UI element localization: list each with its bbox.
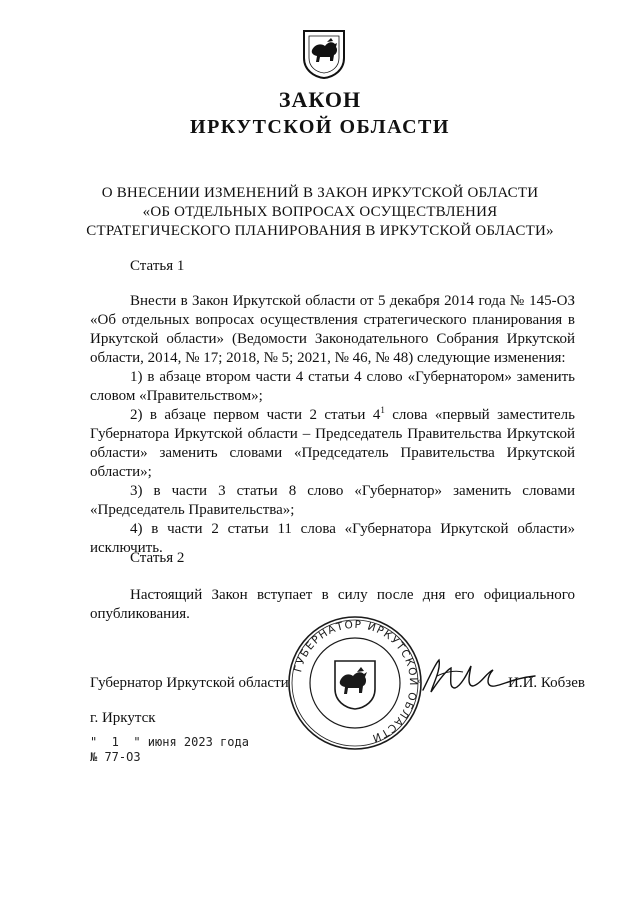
law-subtitle: [80, 184, 560, 241]
official-seal: [287, 615, 423, 751]
region-title: ИРКУТСКОЙ ОБЛАСТИ: [190, 116, 450, 138]
signatory-name: И.И. Кобзев: [508, 675, 585, 691]
subtitle-line: «ОБ ОТДЕЛЬНЫХ ВОПРОСАХ ОСУЩЕСТВЛЕНИЯ: [142, 204, 498, 220]
article-2-heading: Статья 2: [130, 550, 185, 566]
item-2-superscript: 1: [380, 405, 385, 415]
article-1-intro: Внести в Закон Иркутской области от 5 декабря 2014 года № 145-ОЗ «Об отдельных вопросах осуществления стратегического планирования в Иркутской области» (Ведомости Законодательного Собрания Иркутской области, 2014, № 17; 2018, № 5; 2021, № 46, № 48) следующие изменения:: [90, 293, 575, 366]
law-number: № 77-ОЗ: [90, 750, 141, 764]
article-1-item-1: 1) в абзаце втором части 4 статьи 4 слово «Губернатором» заменить словом «Правительством»;: [90, 369, 575, 404]
signing-date: " 1 " июня 2023 года: [90, 735, 249, 749]
subtitle-line: СТРАТЕГИЧЕСКОГО ПЛАНИРОВАНИЯ В ИРКУТСКОЙ ОБЛАСТИ»: [86, 223, 554, 239]
article-2-text: Настоящий Закон вступает в силу после дня его официального опубликования.: [90, 587, 575, 622]
signing-city: г. Иркутск: [90, 710, 156, 726]
article-1-item-3: 3) в части 3 статьи 8 слово «Губернатор» заменить словами «Председатель Правительства»;: [90, 483, 575, 518]
article-1-item-2: [90, 406, 575, 482]
article-1-item-4: 4) в части 2 статьи 11 слова «Губернатора Иркутской области» исключить.: [90, 521, 575, 556]
signatory-position: Губернатор Иркутской области: [90, 675, 289, 691]
law-title: ЗАКОН: [278, 87, 362, 112]
item-2-text-start: 2) в абзаце первом части 2 статьи 4: [130, 407, 381, 423]
coat-of-arms-icon: [301, 28, 347, 80]
seal-text: ГУБЕРНАТОР ИРКУТСКОЙ ОБЛАСТИ: [292, 618, 420, 745]
subtitle-line: О ВНЕСЕНИИ ИЗМЕНЕНИЙ В ЗАКОН ИРКУТСКОЙ ОБЛАСТИ: [101, 185, 539, 201]
article-1-body: [90, 292, 575, 558]
article-1-heading: Статья 1: [130, 258, 185, 274]
item-2-text-end: слова «первый заместитель Губернатора Иркутской области – Председатель Правительства Иркутской области» заменить словами «Председатель Правительства Иркутской области»;: [90, 407, 575, 480]
